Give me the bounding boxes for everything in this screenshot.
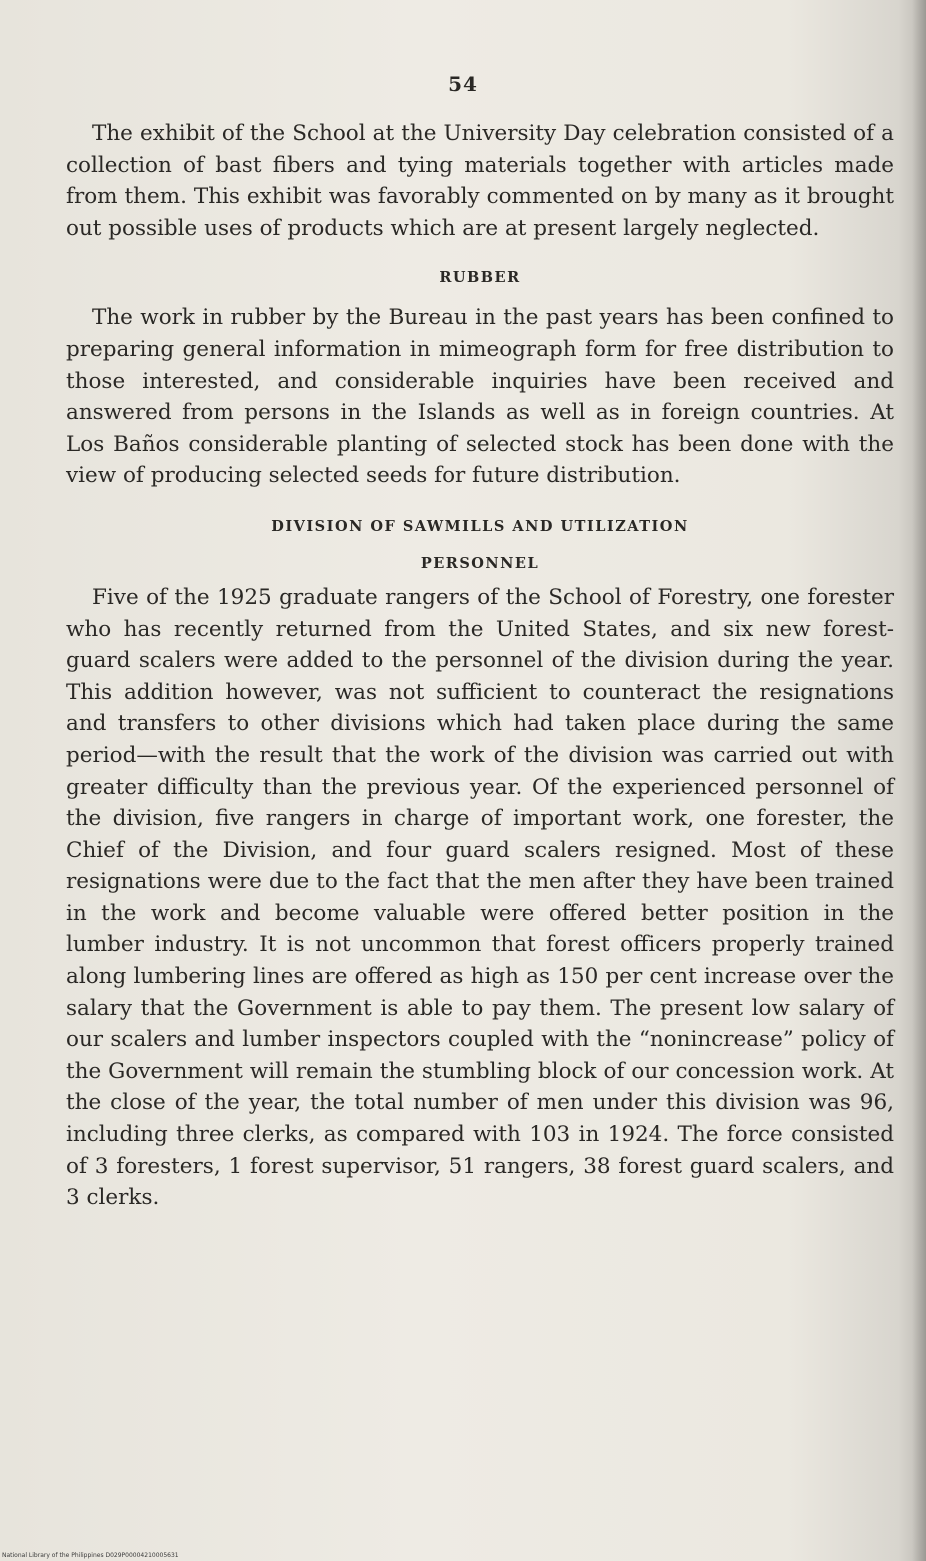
rubber-paragraph: The work in rubber by the Bureau in the past years has been confined to preparing general information in mimeograph form for free distribution to those interested, and considerable inquiries have been received and answered from persons in the Islands as well as in foreign countries. At Los Baños considerable planting of selected stock has been done with the view of producing selected seeds for future distribution.	[66, 305, 894, 489]
rubber-heading: RUBBER	[439, 269, 521, 287]
division-heading: DIVISION OF SAWMILLS AND UTILIZATION	[271, 517, 689, 535]
page-number: 54	[448, 72, 478, 96]
exhibit-paragraph: The exhibit of the School at the University Day celebration consisted of a collection of bast fibers and tying materials together with articles made from them. This exhibit was favorably commented on by many as it brought out possible uses of products which are at present largely neglected.	[66, 121, 894, 241]
personnel-heading: PERSONNEL	[420, 554, 540, 572]
page-body	[66, 118, 894, 1214]
personnel-paragraph: Five of the 1925 graduate rangers of the School of Forestry, one forester who has recently returned from the United States, and six new forest-guard scalers were added to the personnel of the division during the year. This addition however, was not sufficient to counteract the resignations and transfers to other divisions which had taken place during the same period—with the result that the work of the division was carried out with greater difficulty than the previous year. Of the experienced personnel of the division, five rangers in charge of important work, one forester, the Chief of the Division, and four guard scalers resigned. Most of these resignations were due to the fact that the men after they have been trained in the work and become valuable were offered better position in the lumber industry. It is not uncommon that forest officers properly trained along lumbering lines are offered as high as 150 per cent increase over the salary that the Government is able to pay them. The present low salary of our scalers and lumber inspectors coupled with the “nonincrease” policy of the Government will remain the stumbling block of our concession work. At the close of the year, the total number of men under this division was 96, including three clerks, as compared with 103 in 1924. The force consisted of 3 foresters, 1 forest supervisor, 51 rangers, 38 forest guard scalers, and 3 clerks.	[66, 584, 894, 1211]
page-edge-shadow	[912, 0, 926, 1561]
library-footer: National Library of the Philippines D029P00004210005631	[2, 1552, 179, 1559]
